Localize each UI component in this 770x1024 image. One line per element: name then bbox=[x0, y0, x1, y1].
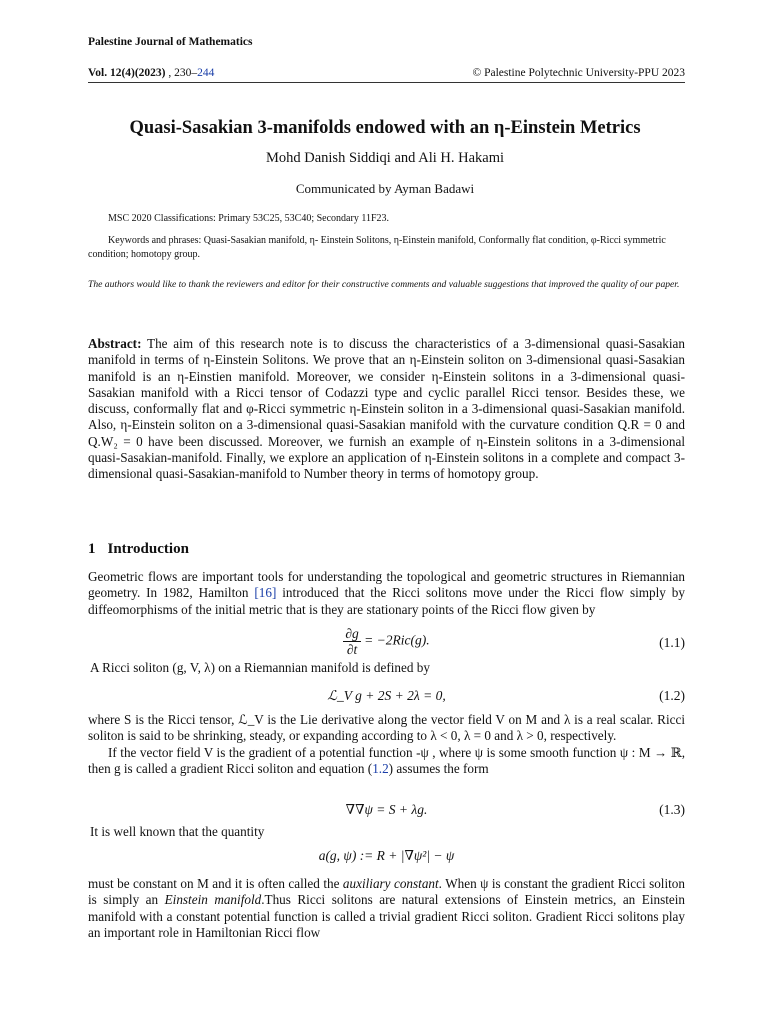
header-rule bbox=[88, 82, 685, 83]
p3-text-c: ) assumes the form bbox=[388, 760, 489, 776]
journal-name: Palestine Journal of Mathematics bbox=[88, 36, 253, 48]
keywords: Keywords and phrases: Quasi-Sasakian manifold, η- Einstein Solitons, η-Einstein manifold, Conformally flat condition, φ-Ricci symmetric condition; homotopy group. bbox=[88, 235, 666, 260]
equation-1-3-body: ∇∇ψ = S + λg. bbox=[345, 802, 428, 817]
p5-emphasis-auxiliary: auxiliary constant bbox=[342, 876, 439, 891]
intro-paragraph-4: It is well known that the quantity bbox=[90, 824, 265, 839]
volume-info bbox=[88, 67, 214, 79]
p5-emphasis-einstein: Einstein manifold bbox=[164, 892, 262, 908]
intro-paragraph-5 bbox=[88, 876, 685, 941]
msc-classification: MSC 2020 Classifications: Primary 53C25, 53C40; Secondary 11F23. bbox=[108, 213, 390, 224]
equation-1-3-tag: (1.3) bbox=[659, 802, 685, 817]
equation-1-1 bbox=[88, 626, 685, 662]
copyright-notice: © Palestine Polytechnic University-PPU 2023 bbox=[472, 67, 685, 79]
section-title: Introduction bbox=[107, 541, 189, 557]
p1-text-a: Geometric flows are important tools for understanding the topological and geometric structures in Riemannian geometry. In 1982, Hamilton bbox=[88, 569, 685, 601]
equation-1-1-tag: (1.1) bbox=[659, 635, 685, 650]
equation-1-2 bbox=[88, 688, 685, 706]
paper-title: Quasi-Sasakian 3-manifolds endowed with an η-Einstein Metrics bbox=[129, 118, 641, 138]
equation-1-1-rhs: = −2Ric(g). bbox=[360, 632, 430, 648]
section-number: 1 bbox=[88, 541, 96, 557]
section-heading bbox=[88, 541, 189, 558]
paper-authors: Mohd Danish Siddiqi and Ali H. Hakami bbox=[265, 150, 505, 166]
intro-paragraph-3 bbox=[88, 712, 685, 777]
citation-16-link[interactable]: [16] bbox=[254, 585, 277, 601]
p5-text-a: must be constant on M and it is often called the bbox=[88, 876, 343, 891]
p3-text-a: where S is the Ricci tensor, ℒ_V is the Lie derivative along the vector field V on M and λ is a real scalar. Ricci soliton is said to be shrinking, steady, or expanding according to λ < 0, λ = 0 and λ > 0, respectively. bbox=[88, 712, 685, 744]
volume-number: Vol. 12(4)(2023) bbox=[88, 67, 166, 79]
equation-1-1-body bbox=[88, 626, 685, 657]
fraction-numerator: ∂g bbox=[345, 626, 359, 641]
abstract bbox=[88, 336, 685, 483]
pages-separator: , 230– bbox=[165, 67, 198, 79]
partial-fraction bbox=[343, 626, 360, 657]
acknowledgement: The authors would like to thank the reviewers and editor for their constructive comments and valuable suggestions that improved the quality of our paper. bbox=[88, 279, 680, 290]
fraction-denominator: ∂t bbox=[346, 642, 358, 657]
intro-paragraph-1 bbox=[88, 569, 685, 618]
pages-end-link[interactable]: 244 bbox=[197, 67, 215, 79]
communicated-by: Communicated by Ayman Badawi bbox=[295, 181, 475, 196]
equation-ref-1-2-link[interactable]: 1.2 bbox=[372, 760, 389, 776]
intro-paragraph-2: A Ricci soliton (g, V, λ) on a Riemannian manifold is defined by bbox=[90, 660, 430, 675]
p1-text-b: introduced that the Ricci solitons move under the Ricci flow simply by diffeomorphisms of the initial metric that is they are stationary points of the Ricci flow given by bbox=[88, 585, 685, 617]
p5-text-c: .Thus Ricci solitons are natural extensions of Einstein metrics, an Einstein manifold with a constant potential function is called a trivial gradient Ricci soliton. Gradient Ricci solitons play an important role in Hamiltonian Ricci flow bbox=[88, 892, 685, 940]
p5-text-b: . When ψ is constant the gradient Ricci soliton is simply an bbox=[88, 876, 685, 908]
equation-1-3 bbox=[88, 802, 685, 820]
equation-1-2-tag: (1.2) bbox=[659, 688, 685, 703]
equation-auxiliary bbox=[88, 848, 685, 868]
equation-auxiliary-body: a(g, ψ) := R + |∇ψ²| − ψ bbox=[318, 848, 455, 863]
equation-1-2-body: ℒ_V g + 2S + 2λ = 0, bbox=[327, 688, 446, 703]
abstract-text: The aim of this research note is to discuss the characteristics of a 3-dimensional quasi-Sasakian manifold in terms of η-Einstein Solitons. We prove that an η-Einstein soliton on 3-dimensional quasi-Sasakian manifold is an η-Einstien manifold. Moreover, we consider η-Einstein solitons in a 3-dimensional quasi-Sasakian manifold with a Ricci tensor of Codazzi type and cyclic parallel Ricci tensor. Besides these, we discuss, conformally flat and φ-Ricci symmetric η-Einstein soliton in a 3-dimensional quasi-Sasakian manifold. Also, η-Einstein soliton on a 3-dimensional quasi-Sasakian manifold with the curvature condition Q.R = 0 and Q.W₂ = 0 have been discussed. Moreover, we furnish an example of η-Einstein solitons in a 3-dimensional quasi-Sasakian-manifold. Finally, we explore an application of η-Einstein solitons in a complete and compact 3-dimensional quasi-Sasakian-manifold to Number theory in terms of homotopy group. bbox=[88, 336, 685, 482]
p3-text-b: If the vector field V is the gradient of a potential function -ψ , where ψ is some smooth function ψ : M → ℝ, then g is called a gradient Ricci soliton and equation ( bbox=[88, 744, 685, 776]
abstract-label: Abstract: bbox=[88, 336, 142, 351]
